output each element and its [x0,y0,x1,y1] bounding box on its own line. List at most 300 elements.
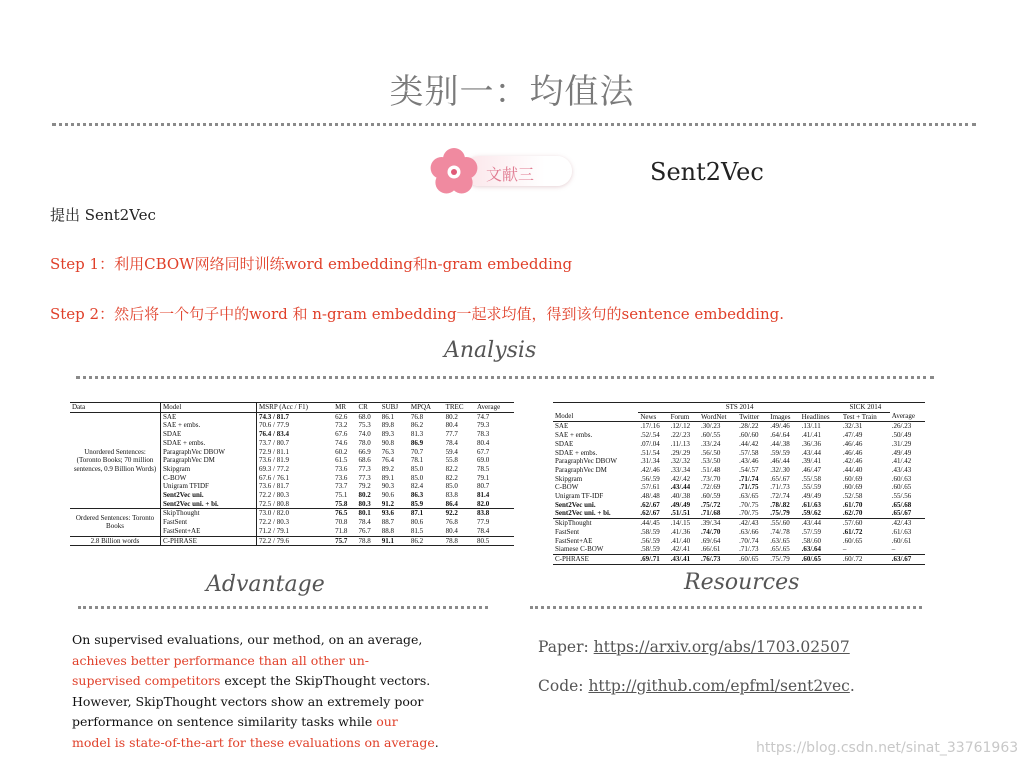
table2-value-cell: .65/.65 [770,545,790,554]
table2-value-cell: .56/.59 [640,536,660,545]
table2-value-cell: .70/.75 [739,509,759,518]
table2-value-cell: .70/.74 [739,536,759,545]
advantage-heading: Advantage [206,572,325,597]
table2-group-sts: STS 2014 [638,403,841,413]
watermark: https://blog.csdn.net/sinat_33761963 [756,740,1019,756]
table1-value-cell: 80.2 [358,491,371,500]
advantage-divider [78,606,488,609]
table1-value-cell: 72.5 / 80.8 [259,499,289,508]
table1-value-cell: 72.9 / 81.1 [259,447,289,456]
table1-value-cell: 70.6 / 77.9 [259,421,289,430]
table2-value-cell: .71/.74 [739,474,759,483]
table1-value-cell: 71.2 / 79.1 [259,526,289,535]
table2-value-cell: .63/.65 [739,492,759,501]
table1-value-cell: 61.5 [335,456,348,465]
table1-value-cell: 86.3 [410,491,424,500]
table1-value-cell: 77.9 [476,518,490,527]
table1-value-cell: 74.3 / 81.7 [259,412,289,421]
advantage-text-2: except the SkipThought vectors. However, SkipThought vectors show an extremely poor performance on sentence similarity tasks while [72,673,431,729]
table2-value-cell: .59/.59 [770,448,790,457]
table2-value-cell: .48/.48 [640,492,660,501]
table2-value-cell: .49/.49 [801,492,822,501]
table1-value-cell: 90.6 [381,491,394,500]
table1-value-cell: 55.8 [445,456,458,465]
table1-model-cell: Sent2Vec uni. [161,491,257,500]
table1-value-cell: 67.6 / 76.1 [259,473,289,482]
table1-value-cell: 67.6 [335,430,348,439]
advantage-text-3: . [434,734,439,750]
table1-group-label: 2.8 Billion words [70,536,161,546]
table1-model-cell: SDAE [161,430,257,439]
table2-value-cell: .57/.61 [640,483,660,492]
table1-value-cell: 73.2 [335,421,348,430]
table2-value-cell: .53/.50 [700,457,721,466]
table1-value-cell: 78.4 [476,526,490,535]
table2-value-cell: .43/.44 [800,519,841,528]
table1-value-cell: 72.2 / 80.3 [259,518,289,527]
table1-value-cell: 80.3 [358,499,371,508]
table1-model-cell: C-BOW [161,474,257,483]
table1-value-cell: 88.7 [381,518,394,527]
table2-value-cell: .44/.45 [638,519,668,528]
table1-value-cell: 86.2 [409,536,444,546]
table2-value-cell: .41/.36 [670,527,691,536]
table1-value-cell: 76.4 / 83.4 [259,430,289,439]
table1-value-cell: 69.0 [476,456,490,465]
table2-header-news: News [640,412,657,421]
table1-value-cell: 80.1 [356,509,379,518]
table1-value-cell: 85.0 [410,473,424,482]
table2-value-cell: .61/.63 [801,500,822,509]
table2-value-cell: .22/.23 [670,431,691,440]
table2-value-cell: .69/.71 [638,554,668,564]
table1-value-cell: 69.3 / 77.2 [259,464,289,473]
table2-value-cell: .71/.73 [739,545,759,554]
table2-value-cell: .60/.55 [700,431,721,440]
table2-value-cell: .33/.24 [700,439,721,448]
table1-value-cell: 80.2 [445,412,458,421]
table2-value-cell: .47/.49 [842,431,863,440]
table1-value-cell: 72.2 / 79.6 [257,536,334,546]
table2-value-cell: .44/.42 [739,439,759,448]
table1-value-cell: 82.2 [445,473,458,482]
table2-value-cell: .40/.38 [670,492,691,501]
table1-value-cell: 73.0 / 82.0 [257,509,334,518]
table2-model-cell: FastSent [555,527,580,536]
table2-value-cell: .49/.46 [770,422,790,431]
table1-value-cell: 59.4 [445,447,458,456]
table1-header-data: Data [70,403,161,413]
table2-value-cell: .14/.15 [669,519,699,528]
table1-value-cell: 60.2 [335,447,348,456]
table1-value-cell: 79.2 [358,482,371,491]
table2-group-row [553,403,925,413]
table1-value-cell: 70.7 [410,447,424,456]
table2-value-cell: .44/.40 [842,465,863,474]
table2-value-cell: .43/.43 [891,465,912,474]
table1-value-cell: 85.9 [410,499,424,508]
table1-value-cell: 71.8 [335,526,348,535]
table1-value-cell: 70.8 [335,518,348,527]
table1-model-cell: ParagraphVec DBOW [161,448,257,457]
table1-value-cell: 89.3 [381,430,394,439]
table2-value-cell: .56/.50 [700,448,721,457]
table2-row [553,519,925,528]
table1-value-cell: 85.0 [410,464,424,473]
table1-value-cell: 80.4 [476,438,490,447]
step-2: Step 2：然后将一个句子中的word 和 n-gram embedding一起求均值，得到该句的sentence embedding. [50,305,785,323]
table1-value-cell: 81.4 [476,491,490,500]
table1-header-trec: TREC [445,403,464,411]
table2-value-cell: .55/.58 [801,474,822,483]
table2-model-cell: C-PHRASE [553,554,638,564]
table2-value-cell: .42/.46 [842,457,863,466]
table2-header-headlines: Headlines [801,412,830,421]
table2-value-cell: .59/.62 [801,509,822,518]
table2-value-cell: .49/.49 [670,500,691,509]
table1-value-cell: 91.1 [380,536,409,546]
table2-value-cell: .51/.51 [670,509,691,518]
table1-model-cell: C-PHRASE [161,536,257,546]
table2-value-cell: .60/.69 [842,474,863,483]
table2-value-cell: .57/.59 [801,527,822,536]
table2-model-cell: SDAE + embs. [555,448,598,457]
table2-value-cell: .33/.34 [670,465,691,474]
slide-title: 类别一：均值法 [389,72,635,112]
table2-value-cell: .70/.75 [739,500,759,509]
resources-divider [530,606,922,609]
table2-header-model: Model [555,412,574,421]
table1-group-label: Unordered Sentences: (Toronto Books; 70 million sentences, 0.9 Billion Words) [70,412,161,509]
table2-value-cell: .63/.65 [770,536,790,545]
table2-value-cell: .62/.70 [842,509,863,518]
table2-value-cell: .69/.64 [700,536,721,545]
table1-value-cell: 87.1 [409,509,444,518]
table2-value-cell: .73/.70 [700,474,721,483]
table2-value-cell: .28/.22 [739,422,759,431]
table2-row [553,440,925,449]
table1-value-cell: 72.2 / 80.3 [259,491,289,500]
table1-value-cell: 81.5 [410,526,424,535]
table1-model-cell: FastSent [161,518,257,527]
table1-value-cell: 81.3 [410,430,424,439]
advantage-highlight-2: our model is state-of-the-art for these evaluations on average [72,714,435,750]
table1-model-cell: FastSent+AE [161,527,257,536]
table1-value-cell: 78.4 [445,438,458,447]
table1-value-cell: 90.8 [381,438,394,447]
table2-value-cell: .55/.60 [768,519,799,528]
table2-value-cell: .43/.44 [670,483,691,492]
table2-value-cell: – [891,545,896,554]
table1-value-cell: 79.1 [476,473,490,482]
unsupervised-results-table [553,402,925,565]
table1-value-cell: 77.3 [358,464,371,473]
analysis-heading: Analysis [444,338,537,363]
table1-value-cell: 89.2 [381,464,394,473]
table2-value-cell: .49/.49 [891,448,912,457]
table2-value-cell: .65/.68 [891,500,912,509]
advantage-highlight-1: achieves better performance than all other un- supervised competitors [72,652,370,688]
table1-value-cell: 82.4 [410,482,424,491]
table1-header-row [70,403,514,413]
table1-value-cell: 73.6 [335,473,348,482]
table2-header-forum: Forum [670,412,690,421]
table1-value-cell: 89.1 [381,473,394,482]
table2-value-cell: – [842,545,847,554]
advantage-paragraph [72,630,440,753]
table1-value-cell: 75.3 [358,421,371,430]
table2-row [553,466,925,475]
table1-value-cell: 73.6 / 81.9 [259,456,289,465]
table2-value-cell: .42/.43 [890,519,925,528]
table2-value-cell: .54/.57 [739,465,759,474]
table2-value-cell: .42/.41 [670,545,691,554]
table2-model-cell: ParagraphVec DBOW [555,457,618,466]
table1-value-cell: 74.6 [335,438,348,447]
table1-value-cell: 88.8 [381,526,394,535]
table1-value-cell: 80.6 [410,518,424,527]
table1-row [70,412,514,421]
table2-value-cell: .26/.23 [891,422,912,431]
table2-group-sick: SICK 2014 [841,403,890,413]
table2-value-cell: .12/.12 [670,422,691,431]
table2-model-cell: SkipThought [553,519,638,528]
table1-value-cell: 80.4 [445,526,458,535]
table2-value-cell: .60/.65 [800,554,841,564]
table2-row [553,492,925,501]
table2-value-cell: .55/.59 [801,483,822,492]
table2-value-cell: .41/.40 [670,536,691,545]
table2-row [553,431,925,440]
table2-value-cell: .32/.31 [842,422,863,431]
table2-value-cell: .46/.44 [770,457,790,466]
table2-row [553,501,925,510]
table1-model-cell: SkipThought [161,509,257,518]
code-label: Code: [538,677,589,695]
table2-value-cell: .11/.13 [670,439,690,448]
table1-value-cell: 74.7 [476,412,490,421]
table1-model-cell: ParagraphVec DM [161,456,257,465]
table1-value-cell: 74.0 [358,430,371,439]
table2-row [553,545,925,554]
table2-header-images: Images [770,412,791,421]
table1-value-cell: 73.7 / 80.7 [259,438,289,447]
table2-value-cell: .41/.42 [891,457,912,466]
table2-value-cell: .58/.59 [640,527,660,536]
table1-model-cell: Skipgram [161,465,257,474]
table1-value-cell: 78.0 [358,438,371,447]
table1-header-average: Average [476,403,501,411]
table2-value-cell: .60/.60 [739,431,759,440]
table2-value-cell: .43/.44 [801,448,822,457]
table2-value-cell: .42/.43 [737,519,768,528]
table1-value-cell: 68.0 [358,412,371,421]
table2-value-cell: .46/.47 [801,465,822,474]
table2-value-cell: .63/.67 [890,554,925,564]
table2-model-cell: Skipgram [555,474,583,483]
table2-header-twitter: Twitter [739,412,760,421]
table1-header-model: Model [161,403,257,413]
table2-model-cell: SAE + embs. [555,431,593,440]
table2-model-cell: Siamese C-BOW [555,545,604,554]
paper-line [538,638,850,656]
code-suffix: . [849,677,855,695]
table2-value-cell: .57/.60 [841,519,890,528]
table1-value-cell: 82.2 [445,464,458,473]
table1-value-cell: 82.0 [476,499,490,508]
table1-value-cell: 77.3 [358,473,371,482]
paper-label: Paper: [538,638,594,656]
table2-row [553,554,925,564]
table2-value-cell: .75/.72 [700,500,721,509]
table2-value-cell: .76/.73 [699,554,737,564]
table1-value-cell: 80.4 [445,421,458,430]
table1-value-cell: 91.2 [381,499,394,508]
table2-value-cell: .60/.61 [891,536,912,545]
table1-value-cell: 76.4 [381,456,394,465]
table1-value-cell: 76.5 [333,509,356,518]
table2-value-cell: .65/.67 [770,474,790,483]
table2-row [553,528,925,537]
table2-value-cell: .62/.67 [640,509,660,518]
table1-value-cell: 80.5 [475,536,514,546]
method-heading: Sent2Vec [650,158,764,186]
table1-value-cell: 75.8 [335,499,348,508]
table1-value-cell: 90.3 [381,482,394,491]
table2-row [553,483,925,492]
table1-value-cell: 73.7 [335,482,348,491]
table2-value-cell: .60/.69 [842,483,863,492]
table2-value-cell: .62/.67 [640,500,660,509]
table2-value-cell: .75/.79 [768,554,799,564]
table2-value-cell: .61/.70 [842,500,863,509]
table2-value-cell: .74/.78 [770,527,790,536]
table1-value-cell: 67.7 [476,447,490,456]
table2-value-cell: .63/.64 [801,545,822,554]
table2-model-cell: C-BOW [555,483,579,492]
table1-model-cell: SAE [161,412,257,421]
table2-row [553,509,925,518]
table2-row [553,449,925,458]
analysis-divider [76,376,934,379]
table1-value-cell: 76.8 [410,412,424,421]
table2-model-cell: Sent2Vec uni. + bi. [555,509,611,518]
table2-value-cell: .44/.38 [770,439,790,448]
table1-value-cell: 78.1 [410,456,424,465]
table2-value-cell: .60/.63 [891,474,912,483]
table2-value-cell: .31/.34 [640,457,660,466]
supervised-results-table [70,402,514,546]
table1-model-cell: Sent2Vec uni. + bi. [161,500,257,509]
table2-value-cell: .75/.79 [770,509,790,518]
table2-value-cell: .58/.59 [640,545,660,554]
table2-value-cell: .64/.64 [770,431,790,440]
table2-row [553,475,925,484]
resources-heading: Resources [684,570,800,595]
table1-row [70,536,514,546]
table2-value-cell: .42/.42 [670,474,691,483]
paper-link[interactable]: https://arxiv.org/abs/1703.02507 [593,638,850,656]
table2-value-cell: .32/.32 [670,457,691,466]
table1-value-cell: 75.1 [335,491,348,500]
step-1: Step 1：利用CBOW网络同时训练word embedding和n-gram embedding [50,255,573,273]
advantage-text-1: On supervised evaluations, our method, on an average, [72,632,423,647]
table1-group-label: Ordered Sentences: Toronto Books [70,509,161,536]
table2-value-cell: .60/.65 [891,483,912,492]
table1-value-cell: 78.8 [444,536,475,546]
title-divider [52,123,976,126]
table1-value-cell: 68.6 [358,456,371,465]
table2-value-cell: .42/.46 [640,465,660,474]
table1-value-cell: 93.6 [380,509,409,518]
table2-value-cell: .71/.73 [770,483,790,492]
code-line [538,677,855,695]
table1-value-cell: 89.8 [381,421,394,430]
table2-value-cell: .52/.54 [640,431,660,440]
table2-value-cell: .46/.46 [842,448,863,457]
table2-header-average: Average [891,412,915,421]
table2-model-cell: FastSent+AE [555,536,593,545]
table1-model-cell: Unigram TFIDF [161,482,257,491]
table2-model-cell: Unigram TF-IDF [555,492,604,501]
table2-model-cell: Sent2Vec uni. [555,500,596,509]
table1-value-cell: 86.4 [445,499,458,508]
table2-value-cell: .66/.61 [700,545,721,554]
table2-header-sick: Test + Train [842,412,877,421]
table2-value-cell: .71/.68 [700,509,721,518]
table2-value-cell: .29/.29 [670,448,691,457]
table2-value-cell: .74/.70 [700,527,721,536]
table1-value-cell: 86.9 [410,438,424,447]
paper-badge [428,146,576,198]
table2-value-cell: .46/.46 [842,439,863,448]
table2-value-cell: .61/.72 [842,527,863,536]
table2-value-cell: .72/.69 [700,483,721,492]
table2-value-cell: .72/.74 [770,492,790,501]
table2-value-cell: .43/.46 [739,457,759,466]
table1-value-cell: 75.7 [333,536,356,546]
table2-value-cell: .60/.65 [842,536,863,545]
table2-value-cell: .07/.04 [640,439,660,448]
table1-model-cell: SAE + embs. [161,421,257,430]
table1-value-cell: 78.5 [476,464,490,473]
table2-value-cell: .60/.65 [737,554,768,564]
table2-value-cell: .36/.36 [801,439,822,448]
table1-value-cell: 73.6 / 81.7 [259,482,289,491]
table1-value-cell: 76.3 [381,447,394,456]
table2-header-wordnet: WordNet [700,412,727,421]
table1-header-subj: SUBJ [381,403,399,411]
table2-value-cell: .58/.60 [801,536,822,545]
intro-text: 提出 Sent2Vec [50,206,156,224]
flower-icon [428,146,480,198]
table2-value-cell: .55/.56 [891,492,912,501]
table1-value-cell: 73.6 [335,464,348,473]
code-link[interactable]: http://github.com/epfml/sent2vec [588,677,850,695]
table2-value-cell: .71/.75 [739,483,759,492]
table2-value-cell: .50/.49 [891,431,912,440]
table1-model-cell: SDAE + embs. [161,439,257,448]
table2-row [553,537,925,546]
table1-value-cell: 78.4 [358,518,371,527]
table2-value-cell: .52/.58 [842,492,863,501]
table2-value-cell: .32/.30 [770,465,790,474]
table1-value-cell: 85.0 [445,482,458,491]
table2-model-cell: ParagraphVec DM [555,465,607,474]
badge-label: 文献三 [486,165,535,184]
table2-value-cell: .31/.29 [891,439,912,448]
table2-value-cell: .61/.63 [891,527,912,536]
